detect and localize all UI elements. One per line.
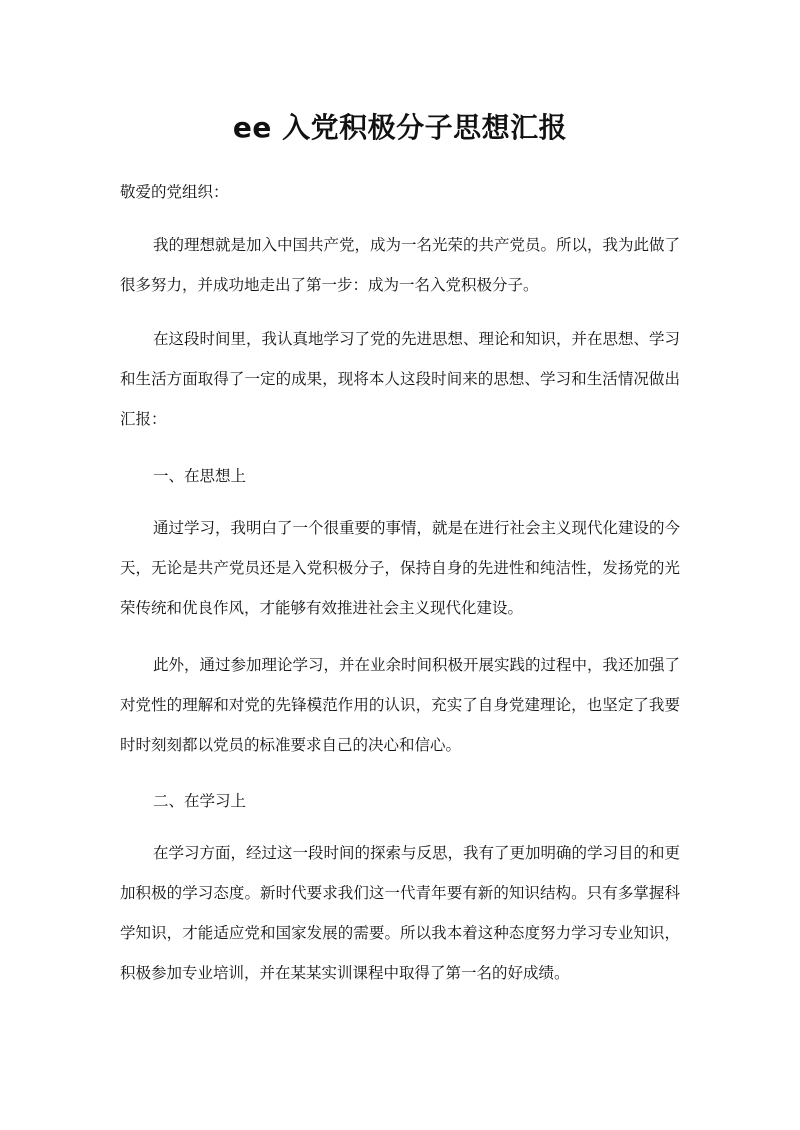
paragraph-5: 在学习方面，经过这一段时间的探索与反思，我有了更加明确的学习目的和更加积极的学习态度。新时代要求我们这一代青年要有新的知识结构。只有多掌握科学知识，才能适应党和国家发展的需要。所以我本着这种态度努力学习专业知识，积极参加专业培训，并在某某实训课程中取得了第一名的好成绩。 (120, 844, 681, 982)
section-heading-study: 二、在学习上 (153, 792, 247, 810)
document-title: ee 入党积极分子思想汇报 (232, 111, 568, 144)
greeting: 敬爱的党组织： (120, 183, 229, 201)
paragraph-4: 此外，通过参加理论学习，并在业余时间积极开展实践的过程中，我还加强了对党性的理解和对党的先锋模范作用的认识，充实了自身党建理论，也坚定了我要时时刻刻都以党员的标准要求自己的决心和信心。 (120, 656, 681, 754)
paragraph-1: 我的理想就是加入中国共产党，成为一名光荣的共产党员。所以，我为此做了很多努力，并成功地走出了第一步：成为一名入党积极分子。 (120, 236, 681, 294)
paragraph-2: 在这段时间里，我认真地学习了党的先进思想、理论和知识，并在思想、学习和生活方面取得了一定的成果，现将本人这段时间来的思想、学习和生活情况做出汇报： (120, 330, 681, 428)
paragraph-3: 通过学习，我明白了一个很重要的事情，就是在进行社会主义现代化建设的今天，无论是共产党员还是入党积极分子，保持自身的先进性和纯洁性，发扬党的光荣传统和优良作风，才能够有效推进社会主义现代化建设。 (120, 519, 681, 617)
section-heading-thought: 一、在思想上 (153, 467, 247, 485)
